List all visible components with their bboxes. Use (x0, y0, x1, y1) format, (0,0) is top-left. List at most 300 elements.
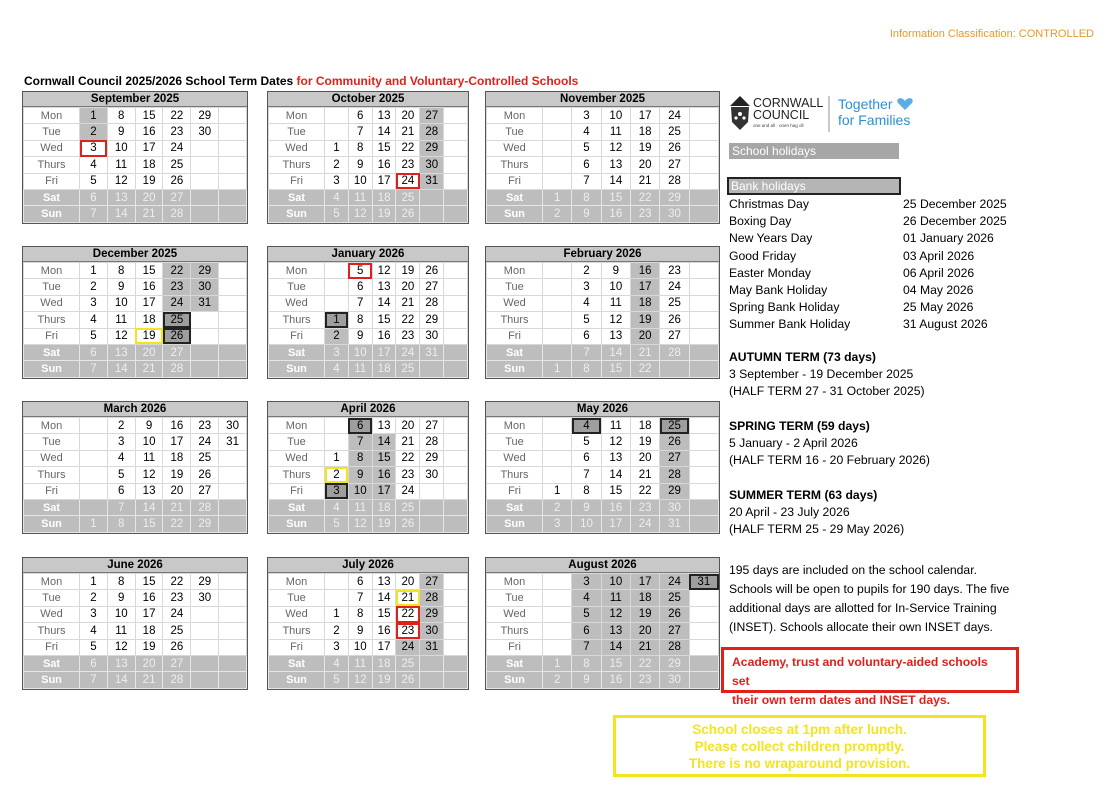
weekday-row (269, 483, 468, 499)
weekday-label: Tue (24, 124, 80, 140)
bank-holiday-name: New Years Day (729, 231, 813, 246)
day-cell: 20 (630, 623, 659, 639)
term-autumn (729, 349, 925, 400)
weekday-label: Sun (24, 206, 80, 222)
day-cell (80, 499, 108, 515)
weekday-row (269, 263, 468, 279)
month-calendar (485, 401, 720, 534)
day-cell: 21 (135, 672, 163, 688)
day-cell: 25 (396, 655, 420, 671)
day-cell: 1 (80, 574, 108, 590)
day-cell: 5 (325, 672, 349, 688)
weekday-label: Sun (24, 672, 80, 688)
day-cell (689, 590, 718, 606)
day-cell: 17 (135, 140, 163, 156)
day-cell: 3 (80, 295, 108, 311)
day-cell: 30 (660, 206, 689, 222)
weekday-row (487, 418, 719, 434)
term-dates: 5 January - 2 April 2026 (729, 436, 858, 450)
weekday-row (487, 295, 719, 311)
day-cell (444, 295, 468, 311)
day-cell: 17 (135, 295, 163, 311)
day-cell (444, 516, 468, 532)
weekday-row (487, 328, 719, 344)
day-cell: 29 (420, 606, 444, 622)
day-cell: 6 (348, 574, 372, 590)
day-cell: 12 (601, 140, 630, 156)
day-cell (444, 279, 468, 295)
day-cell: 23 (163, 279, 191, 295)
day-cell: 19 (135, 328, 163, 344)
day-cell (689, 450, 718, 466)
day-cell: 16 (135, 590, 163, 606)
weekday-row (487, 173, 719, 189)
day-cell: 3 (572, 574, 601, 590)
day-cell (444, 418, 468, 434)
day-cell: 10 (135, 434, 163, 450)
day-cell: 23 (630, 206, 659, 222)
day-cell: 7 (107, 499, 135, 515)
day-cell: 19 (372, 672, 396, 688)
day-cell (80, 483, 108, 499)
day-cell: 29 (191, 574, 219, 590)
weekday-label: Sun (269, 206, 325, 222)
early-closure-line: School closes at 1pm after lunch. (692, 722, 907, 737)
month-calendar (267, 557, 469, 690)
day-cell: 30 (420, 623, 444, 639)
day-cell: 16 (135, 279, 163, 295)
day-cell: 22 (163, 263, 191, 279)
term-heading: SPRING TERM (59 days) (729, 419, 870, 433)
weekday-label: Fri (487, 639, 543, 655)
day-cell: 4 (107, 450, 135, 466)
day-cell (80, 450, 108, 466)
weekday-row (487, 450, 719, 466)
day-cell (444, 312, 468, 328)
day-cell: 9 (601, 263, 630, 279)
day-cell (543, 124, 572, 140)
month-name: July 2026 (268, 558, 468, 573)
day-cell: 11 (107, 157, 135, 173)
day-cell (543, 344, 572, 360)
day-cell: 24 (660, 279, 689, 295)
day-cell (80, 418, 108, 434)
day-cell (444, 483, 468, 499)
day-cell (219, 499, 247, 515)
day-cell (219, 173, 247, 189)
day-cell: 22 (396, 312, 420, 328)
weekday-label: Wed (269, 450, 325, 466)
day-cell: 8 (572, 189, 601, 205)
day-cell (543, 450, 572, 466)
day-cell: 23 (660, 263, 689, 279)
day-cell (543, 606, 572, 622)
day-cell (543, 434, 572, 450)
day-cell: 26 (660, 606, 689, 622)
day-cell (689, 418, 718, 434)
day-cell (219, 206, 247, 222)
day-cell (80, 467, 108, 483)
weekday-label: Mon (269, 108, 325, 124)
day-cell: 27 (420, 108, 444, 124)
day-cell: 1 (80, 516, 108, 532)
day-cell (219, 483, 247, 499)
day-cell (689, 173, 718, 189)
day-cell: 12 (601, 312, 630, 328)
day-cell: 18 (163, 450, 191, 466)
day-cell (689, 124, 718, 140)
weekday-row (24, 312, 247, 328)
day-cell: 27 (660, 623, 689, 639)
day-cell: 4 (572, 124, 601, 140)
weekday-row (24, 124, 247, 140)
day-cell (444, 206, 468, 222)
weekday-label: Tue (269, 434, 325, 450)
day-cell: 22 (163, 574, 191, 590)
day-cell: 3 (80, 140, 108, 156)
academy-note-line: Academy, trust and voluntary-aided schools set (732, 655, 988, 688)
day-cell: 3 (80, 606, 108, 622)
note-line: 195 days are included on the school calendar. (729, 563, 977, 577)
day-cell: 16 (372, 157, 396, 173)
weekday-row (24, 328, 247, 344)
weekday-label: Thurs (24, 623, 80, 639)
day-cell: 30 (219, 418, 247, 434)
day-cell: 27 (420, 279, 444, 295)
day-cell: 19 (372, 206, 396, 222)
weekday-row (269, 344, 468, 360)
day-cell: 23 (191, 418, 219, 434)
day-cell: 19 (135, 173, 163, 189)
day-cell: 26 (163, 173, 191, 189)
day-cell (325, 574, 349, 590)
day-cell: 27 (163, 344, 191, 360)
day-cell: 15 (372, 606, 396, 622)
weekday-label: Sat (487, 655, 543, 671)
weekday-label: Sat (269, 499, 325, 515)
weekday-label: Wed (24, 295, 80, 311)
weekday-row (24, 590, 247, 606)
day-cell: 25 (396, 499, 420, 515)
weekday-row (24, 295, 247, 311)
weekday-row (24, 361, 247, 377)
day-cell: 20 (135, 655, 163, 671)
bank-holiday-row (729, 282, 1029, 299)
day-cell: 15 (601, 655, 630, 671)
weekday-row (24, 623, 247, 639)
day-cell: 17 (630, 108, 659, 124)
day-cell: 6 (107, 483, 135, 499)
day-cell: 7 (572, 639, 601, 655)
day-cell: 22 (396, 140, 420, 156)
day-cell: 19 (163, 467, 191, 483)
month-name: August 2026 (486, 558, 719, 573)
weekday-label: Sun (269, 361, 325, 377)
day-cell: 7 (348, 434, 372, 450)
day-cell (420, 499, 444, 515)
day-cell: 13 (372, 279, 396, 295)
day-cell (689, 434, 718, 450)
day-cell: 7 (80, 361, 108, 377)
day-cell (444, 434, 468, 450)
day-cell: 2 (543, 499, 572, 515)
day-cell: 5 (572, 312, 601, 328)
day-cell (543, 279, 572, 295)
day-cell: 11 (601, 124, 630, 140)
day-cell: 26 (163, 328, 191, 344)
weekday-row (487, 590, 719, 606)
day-cell: 9 (572, 206, 601, 222)
day-cell (444, 108, 468, 124)
day-cell: 13 (372, 418, 396, 434)
bank-holiday-date: 06 April 2026 (903, 265, 975, 280)
weekday-label: Thurs (24, 467, 80, 483)
weekday-label: Thurs (487, 157, 543, 173)
day-cell: 2 (80, 590, 108, 606)
day-cell: 15 (372, 312, 396, 328)
weekday-row (487, 623, 719, 639)
weekday-label: Mon (487, 418, 543, 434)
day-cell: 2 (80, 124, 108, 140)
month-calendar (485, 246, 720, 379)
day-cell: 2 (543, 672, 572, 688)
day-cell (325, 434, 349, 450)
day-cell: 14 (601, 467, 630, 483)
day-cell: 6 (348, 418, 372, 434)
day-cell (444, 590, 468, 606)
day-cell: 15 (601, 189, 630, 205)
day-cell (444, 157, 468, 173)
weekday-label: Thurs (487, 623, 543, 639)
day-cell: 5 (572, 606, 601, 622)
day-cell (219, 672, 247, 688)
weekday-row (269, 450, 468, 466)
bank-holiday-date: 25 May 2026 (903, 300, 974, 315)
weekday-row (269, 418, 468, 434)
day-cell: 5 (80, 639, 108, 655)
day-cell: 17 (163, 434, 191, 450)
day-cell: 22 (630, 189, 659, 205)
day-cell: 13 (107, 189, 135, 205)
logo-tagline-line2: for Families (838, 112, 911, 128)
day-cell: 23 (630, 499, 659, 515)
weekday-label: Mon (487, 108, 543, 124)
day-cell (689, 328, 718, 344)
day-cell (191, 140, 219, 156)
day-cell: 13 (601, 157, 630, 173)
day-cell: 28 (420, 124, 444, 140)
bank-holiday-date: 03 April 2026 (903, 248, 975, 263)
day-cell: 8 (107, 574, 135, 590)
weekday-label: Tue (487, 279, 543, 295)
day-cell: 29 (420, 312, 444, 328)
day-cell: 26 (396, 672, 420, 688)
weekday-row (487, 279, 719, 295)
day-cell (219, 263, 247, 279)
day-cell (219, 108, 247, 124)
weekday-row (24, 606, 247, 622)
day-cell (689, 140, 718, 156)
day-cell: 30 (660, 499, 689, 515)
weekday-label: Thurs (269, 623, 325, 639)
weekday-row (269, 361, 468, 377)
weekday-row (24, 655, 247, 671)
day-cell: 12 (348, 516, 372, 532)
day-cell: 11 (348, 655, 372, 671)
day-cell: 5 (572, 140, 601, 156)
weekday-row (487, 124, 719, 140)
day-cell (689, 206, 718, 222)
day-cell: 24 (396, 483, 420, 499)
day-cell (219, 606, 247, 622)
legend-school-holidays: School holidays (729, 143, 899, 159)
day-cell (191, 361, 219, 377)
day-cell (444, 189, 468, 205)
day-cell (444, 672, 468, 688)
day-cell: 5 (348, 263, 372, 279)
day-cell: 19 (630, 606, 659, 622)
weekday-row (269, 328, 468, 344)
day-cell (689, 279, 718, 295)
day-cell: 21 (135, 206, 163, 222)
day-cell: 12 (107, 639, 135, 655)
day-cell (325, 279, 349, 295)
weekday-label: Wed (487, 450, 543, 466)
day-cell: 26 (396, 516, 420, 532)
weekday-label: Mon (24, 574, 80, 590)
logo-motto: one and all · onen hag oll (753, 123, 804, 128)
day-cell (689, 672, 718, 688)
weekday-row (487, 157, 719, 173)
day-cell (80, 434, 108, 450)
weekday-label: Thurs (269, 467, 325, 483)
weekday-row (24, 189, 247, 205)
weekday-row (24, 108, 247, 124)
day-cell: 7 (572, 173, 601, 189)
weekday-row (487, 467, 719, 483)
weekday-row (269, 206, 468, 222)
weekday-row (269, 574, 468, 590)
weekday-row (24, 639, 247, 655)
term-half-term: (HALF TERM 27 - 31 October 2025) (729, 384, 925, 398)
day-cell: 31 (219, 434, 247, 450)
note-line: (INSET). Schools allocate their own INSET days. (729, 620, 993, 634)
day-cell: 27 (163, 189, 191, 205)
day-cell: 12 (601, 606, 630, 622)
day-cell: 2 (107, 418, 135, 434)
day-cell: 9 (572, 499, 601, 515)
day-cell: 18 (372, 655, 396, 671)
weekday-label: Fri (24, 173, 80, 189)
day-cell: 11 (348, 189, 372, 205)
month-calendar (22, 401, 248, 534)
month-name: January 2026 (268, 247, 468, 262)
day-cell: 17 (630, 279, 659, 295)
day-cell (219, 140, 247, 156)
weekday-label: Fri (24, 639, 80, 655)
day-cell (444, 639, 468, 655)
day-cell (219, 450, 247, 466)
weekday-row (24, 672, 247, 688)
day-cell: 18 (135, 623, 163, 639)
day-cell: 29 (191, 108, 219, 124)
day-cell: 18 (135, 312, 163, 328)
weekday-label: Fri (269, 173, 325, 189)
day-cell: 28 (163, 672, 191, 688)
day-cell: 17 (372, 344, 396, 360)
day-cell (689, 263, 718, 279)
day-cell: 24 (660, 574, 689, 590)
bank-holiday-name: Good Friday (729, 248, 797, 263)
day-cell: 13 (135, 483, 163, 499)
day-cell: 11 (601, 295, 630, 311)
day-cell: 18 (630, 295, 659, 311)
weekday-label: Thurs (487, 467, 543, 483)
day-cell (219, 361, 247, 377)
term-dates: 3 September - 19 December 2025 (729, 367, 914, 381)
day-cell: 14 (372, 124, 396, 140)
day-cell: 27 (191, 483, 219, 499)
day-cell: 6 (348, 108, 372, 124)
day-cell: 11 (348, 499, 372, 515)
day-cell: 21 (396, 295, 420, 311)
weekday-row (24, 516, 247, 532)
day-cell: 27 (660, 328, 689, 344)
day-cell (689, 639, 718, 655)
day-cell: 7 (348, 590, 372, 606)
day-cell (689, 655, 718, 671)
day-cell: 31 (660, 516, 689, 532)
weekday-label: Mon (487, 574, 543, 590)
day-cell (191, 206, 219, 222)
day-cell: 17 (630, 574, 659, 590)
weekday-label: Sun (487, 361, 543, 377)
day-cell: 10 (601, 574, 630, 590)
day-cell (689, 312, 718, 328)
day-cell: 13 (107, 655, 135, 671)
day-cell (219, 157, 247, 173)
day-cell: 29 (420, 140, 444, 156)
day-cell (689, 108, 718, 124)
day-cell (689, 344, 718, 360)
day-cell: 21 (396, 590, 420, 606)
day-cell: 4 (80, 623, 108, 639)
weekday-row (487, 206, 719, 222)
day-cell: 31 (420, 344, 444, 360)
day-cell: 18 (372, 189, 396, 205)
day-cell: 24 (163, 606, 191, 622)
day-cell: 25 (163, 623, 191, 639)
month-calendar (267, 246, 469, 379)
day-cell: 14 (601, 639, 630, 655)
day-cell: 15 (135, 574, 163, 590)
day-cell: 13 (372, 108, 396, 124)
day-cell: 8 (348, 450, 372, 466)
day-cell: 12 (348, 206, 372, 222)
calendar-notes (729, 561, 1024, 637)
day-cell: 5 (107, 467, 135, 483)
day-cell: 4 (325, 499, 349, 515)
day-cell: 23 (163, 590, 191, 606)
day-cell: 21 (630, 173, 659, 189)
bank-holiday-name: Christmas Day (729, 197, 809, 211)
cornwall-council-logo (728, 92, 918, 136)
bank-holiday-date: 26 December 2025 (903, 214, 1007, 229)
day-cell: 20 (135, 189, 163, 205)
day-cell: 9 (107, 124, 135, 140)
day-cell (219, 124, 247, 140)
bank-holiday-name: Spring Bank Holiday (729, 300, 840, 315)
